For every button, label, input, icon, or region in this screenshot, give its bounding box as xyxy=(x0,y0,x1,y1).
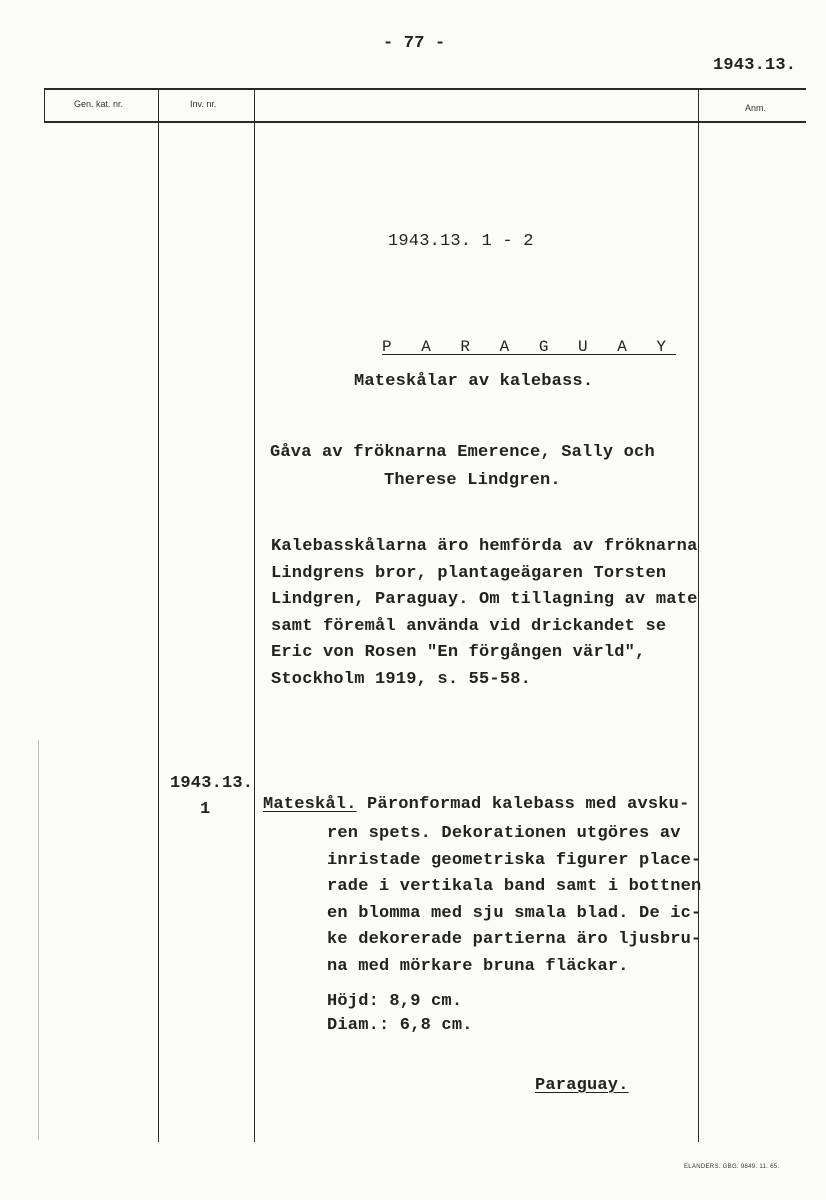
item-first-line xyxy=(263,795,689,814)
item-description xyxy=(327,821,701,980)
accession-header: 1943.13. xyxy=(713,56,797,75)
column-header-anm: Anm. xyxy=(745,103,767,113)
page-edge-shadow xyxy=(38,740,39,1140)
item-inv-subnr: 1 xyxy=(200,800,211,819)
column-divider-inv-main xyxy=(254,88,255,1142)
item-inv-nr: 1943.13. xyxy=(170,774,254,793)
collection-note xyxy=(271,534,697,693)
note-line: samt föremål använda vid drickandet se xyxy=(271,616,667,636)
note-line: Kalebasskålarna äro hemförda av fröknarna xyxy=(271,537,698,556)
left-border xyxy=(44,88,45,122)
desc-line: ren spets. Dekorationen utgöres av xyxy=(327,824,681,843)
column-divider-main-anm xyxy=(698,88,699,1142)
note-line: Eric von Rosen "En förgången värld", xyxy=(271,643,646,662)
collection-range: 1943.13. 1 - 2 xyxy=(388,232,534,251)
printer-mark: ELANDERS. GBG. 9849. 11. 65. xyxy=(684,1164,780,1170)
desc-line: en blomma med sju smala blad. De ic- xyxy=(327,903,702,923)
desc-line: inristade geometriska figurer place- xyxy=(327,850,702,870)
collection-country: P A R A G U A Y xyxy=(382,338,677,356)
desc-line: na med mörkare bruna fläckar. xyxy=(327,956,629,976)
item-title: Mateskål. xyxy=(263,795,357,814)
gift-line-1: Gåva av fröknarna Emerence, Sally och xyxy=(270,443,655,462)
item-desc-first: Päronformad kalebass med avsku- xyxy=(356,795,690,814)
item-height: Höjd: 8,9 cm. xyxy=(327,992,463,1011)
column-header-gen-kat-nr: Gen. kat. nr. xyxy=(74,99,124,109)
column-header-inv-nr: Inv. nr. xyxy=(190,99,217,109)
item-origin: Paraguay. xyxy=(535,1076,629,1095)
desc-line: rade i vertikala band samt i bottnen xyxy=(327,877,702,896)
column-divider-gen-inv xyxy=(158,88,159,1142)
gift-line-2: Therese Lindgren. xyxy=(384,471,561,490)
desc-line: ke dekorerade partierna äro ljusbru- xyxy=(327,930,702,949)
note-line: Stockholm 1919, s. 55-58. xyxy=(271,669,532,689)
collection-subtitle: Mateskålar av kalebass. xyxy=(354,372,594,391)
note-line: Lindgrens bror, plantageägaren Torsten xyxy=(271,563,667,583)
note-line: Lindgren, Paraguay. Om tillagning av mate xyxy=(271,590,698,609)
page-number: - 77 - xyxy=(383,34,446,53)
item-diameter: Diam.: 6,8 cm. xyxy=(327,1016,473,1035)
